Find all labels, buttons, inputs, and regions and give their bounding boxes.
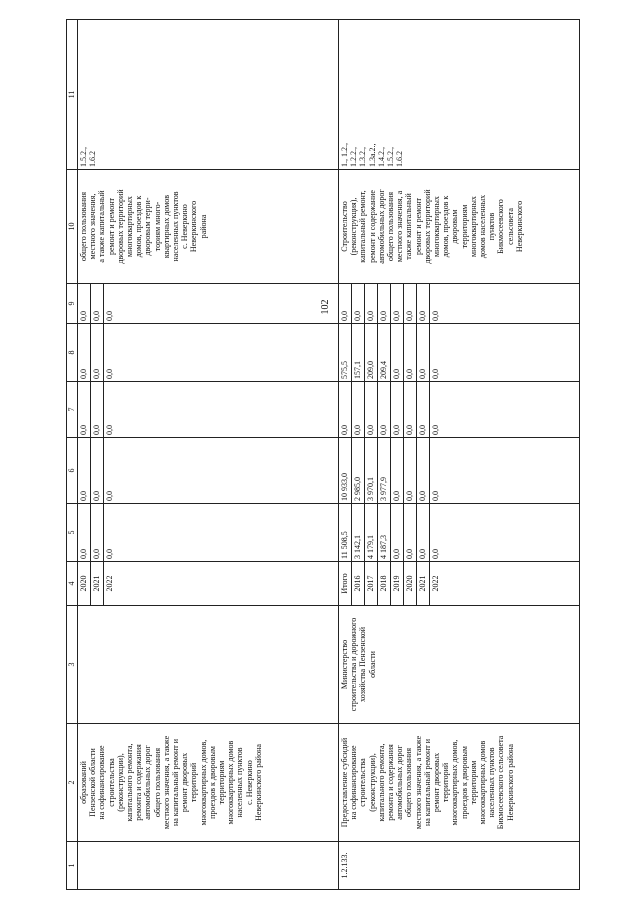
value-cell: 0,0 xyxy=(365,284,378,324)
year-cell: 2017 xyxy=(365,562,378,606)
value-cell: 2 985,0 xyxy=(352,438,365,504)
value-cell: 0,0 xyxy=(91,438,104,504)
value-cell: 0,0 xyxy=(78,504,91,562)
value-cell: 11 508,5 xyxy=(339,504,352,562)
rotated-table-wrapper xyxy=(66,20,616,890)
header-cell: 1 xyxy=(67,842,78,890)
header-row xyxy=(67,20,78,890)
value-cell: 0,0 xyxy=(391,284,404,324)
value-cell: 0,0 xyxy=(430,324,580,382)
value-cell: 0,0 xyxy=(78,438,91,504)
value-cell: 0,0 xyxy=(430,438,580,504)
value-cell: 0,0 xyxy=(404,382,417,438)
year-cell: 2019 xyxy=(391,562,404,606)
value-cell: 0,0 xyxy=(104,284,339,324)
value-cell: 0,0 xyxy=(91,504,104,562)
year-cell: 2018 xyxy=(378,562,391,606)
header-cell: 8 xyxy=(67,324,78,382)
value-cell: 0,0 xyxy=(91,382,104,438)
value-cell: 0,0 xyxy=(339,284,352,324)
header-cell: 10 xyxy=(67,170,78,284)
value-cell: 0,0 xyxy=(391,438,404,504)
header-cell: 4 xyxy=(67,562,78,606)
value-cell: 3 970,1 xyxy=(365,438,378,504)
value-cell: 0,0 xyxy=(91,284,104,324)
value-cell: 0,0 xyxy=(404,324,417,382)
row-indicators: 1.5.2., 1.6.2 xyxy=(78,20,339,170)
year-cell: 2022 xyxy=(104,562,339,606)
year-cell: 2020 xyxy=(78,562,91,606)
value-cell: 0,0 xyxy=(404,284,417,324)
value-cell: 0,0 xyxy=(365,382,378,438)
value-cell: 0,0 xyxy=(417,382,430,438)
value-cell: 0,0 xyxy=(91,324,104,382)
value-cell: 209,0 xyxy=(365,324,378,382)
value-cell: 0,0 xyxy=(352,284,365,324)
value-cell: 0,0 xyxy=(78,284,91,324)
year-cell: 2021 xyxy=(417,562,430,606)
page-number: 102 xyxy=(320,299,331,315)
row-executor xyxy=(78,606,339,724)
row-indicators: 1., 1.2., 1.2.2., 1.3.2., 1.3а.2., 1.4.2., 1.5.2., 1.6.2 xyxy=(339,20,580,170)
year-cell: 2022 xyxy=(430,562,580,606)
row-result: общего пользования местного значения, а также капитальный ремонт и ремонт дворовых территорий многоквартирных домов, проездов к дворовым терри- ториям много- квартирных домов населенных пунктов с. Неверкино Неверкинского района xyxy=(78,170,339,284)
year-cell: Итого xyxy=(339,562,352,606)
header-cell: 5 xyxy=(67,504,78,562)
value-cell: 157,1 xyxy=(352,324,365,382)
value-cell: 3 142,1 xyxy=(352,504,365,562)
value-cell: 0,0 xyxy=(430,284,580,324)
value-cell: 0,0 xyxy=(378,284,391,324)
year-cell: 2020 xyxy=(404,562,417,606)
row-code xyxy=(78,842,339,890)
value-cell: 0,0 xyxy=(404,504,417,562)
value-cell: 209,4 xyxy=(378,324,391,382)
value-cell: 4 179,1 xyxy=(365,504,378,562)
value-cell: 0,0 xyxy=(430,382,580,438)
value-cell: 0,0 xyxy=(378,382,391,438)
value-cell: 10 933,0 xyxy=(339,438,352,504)
year-cell: 2021 xyxy=(91,562,104,606)
value-cell: 0,0 xyxy=(78,324,91,382)
value-cell: 0,0 xyxy=(104,438,339,504)
value-cell: 0,0 xyxy=(391,504,404,562)
value-cell: 0,0 xyxy=(430,504,580,562)
value-cell: 0,0 xyxy=(404,438,417,504)
value-cell: 0,0 xyxy=(391,324,404,382)
value-cell: 0,0 xyxy=(417,438,430,504)
budget-table xyxy=(66,19,580,890)
value-cell: 4 187,3 xyxy=(378,504,391,562)
value-cell: 0,0 xyxy=(339,382,352,438)
row-result: Строительство (реконструкция), капитальный ремонт, ремонт и содержание автомобильных дорог общего пользования местного значения, а также капитальный ремонт и ремонт дворовых территорий многоквартирных домов, проездов к дворовым территориям многоквартирных домов населенных пунктов Бикмосеевского сельсовета Неверкинского xyxy=(339,170,580,284)
value-cell: 575,5 xyxy=(339,324,352,382)
row-code: 1.2.133. xyxy=(339,842,580,890)
header-cell: 7 xyxy=(67,382,78,438)
header-cell: 11 xyxy=(67,20,78,170)
value-cell: 0,0 xyxy=(417,284,430,324)
value-cell: 0,0 xyxy=(104,382,339,438)
value-cell: 0,0 xyxy=(417,324,430,382)
row-executor: Министерство строительства и дорожного хозяйства Пензенской области xyxy=(339,606,580,724)
value-cell: 0,0 xyxy=(104,324,339,382)
row-description: образований Пензенской области на софинансирование строительства (реконструкции), капитального ремонта, ремонта и содержания автомобильных дорог общего пользования местного значения, а также на капитальный ремонт и ремонт дворовых территорий многоквартирных домов, проездов к дворовым территориям многоквартирных домов населенных пунктов с. Неверкино Неверкинского района xyxy=(78,724,339,842)
table-row xyxy=(78,20,91,890)
year-cell: 2016 xyxy=(352,562,365,606)
value-cell: 3 977,9 xyxy=(378,438,391,504)
header-cell: 6 xyxy=(67,438,78,504)
header-cell: 2 xyxy=(67,724,78,842)
header-cell: 9 xyxy=(67,284,78,324)
header-cell: 3 xyxy=(67,606,78,724)
value-cell: 0,0 xyxy=(104,504,339,562)
value-cell: 0,0 xyxy=(352,382,365,438)
value-cell: 0,0 xyxy=(391,382,404,438)
table-row xyxy=(339,20,352,890)
value-cell: 0,0 xyxy=(417,504,430,562)
row-description: Предоставление субсидий на софинансирование строительства (реконструкции), капитального ремонта, ремонта и содержания автомобильных дорог общего пользования местного значения, а также на капитальный ремонт и ремонт дворовых территорий многоквартирных домов, проездов к дворовым территориям многоквартирных домов населенных пунктов Бикмосеевского сельсовета Неверкинского района xyxy=(339,724,580,842)
value-cell: 0,0 xyxy=(78,382,91,438)
